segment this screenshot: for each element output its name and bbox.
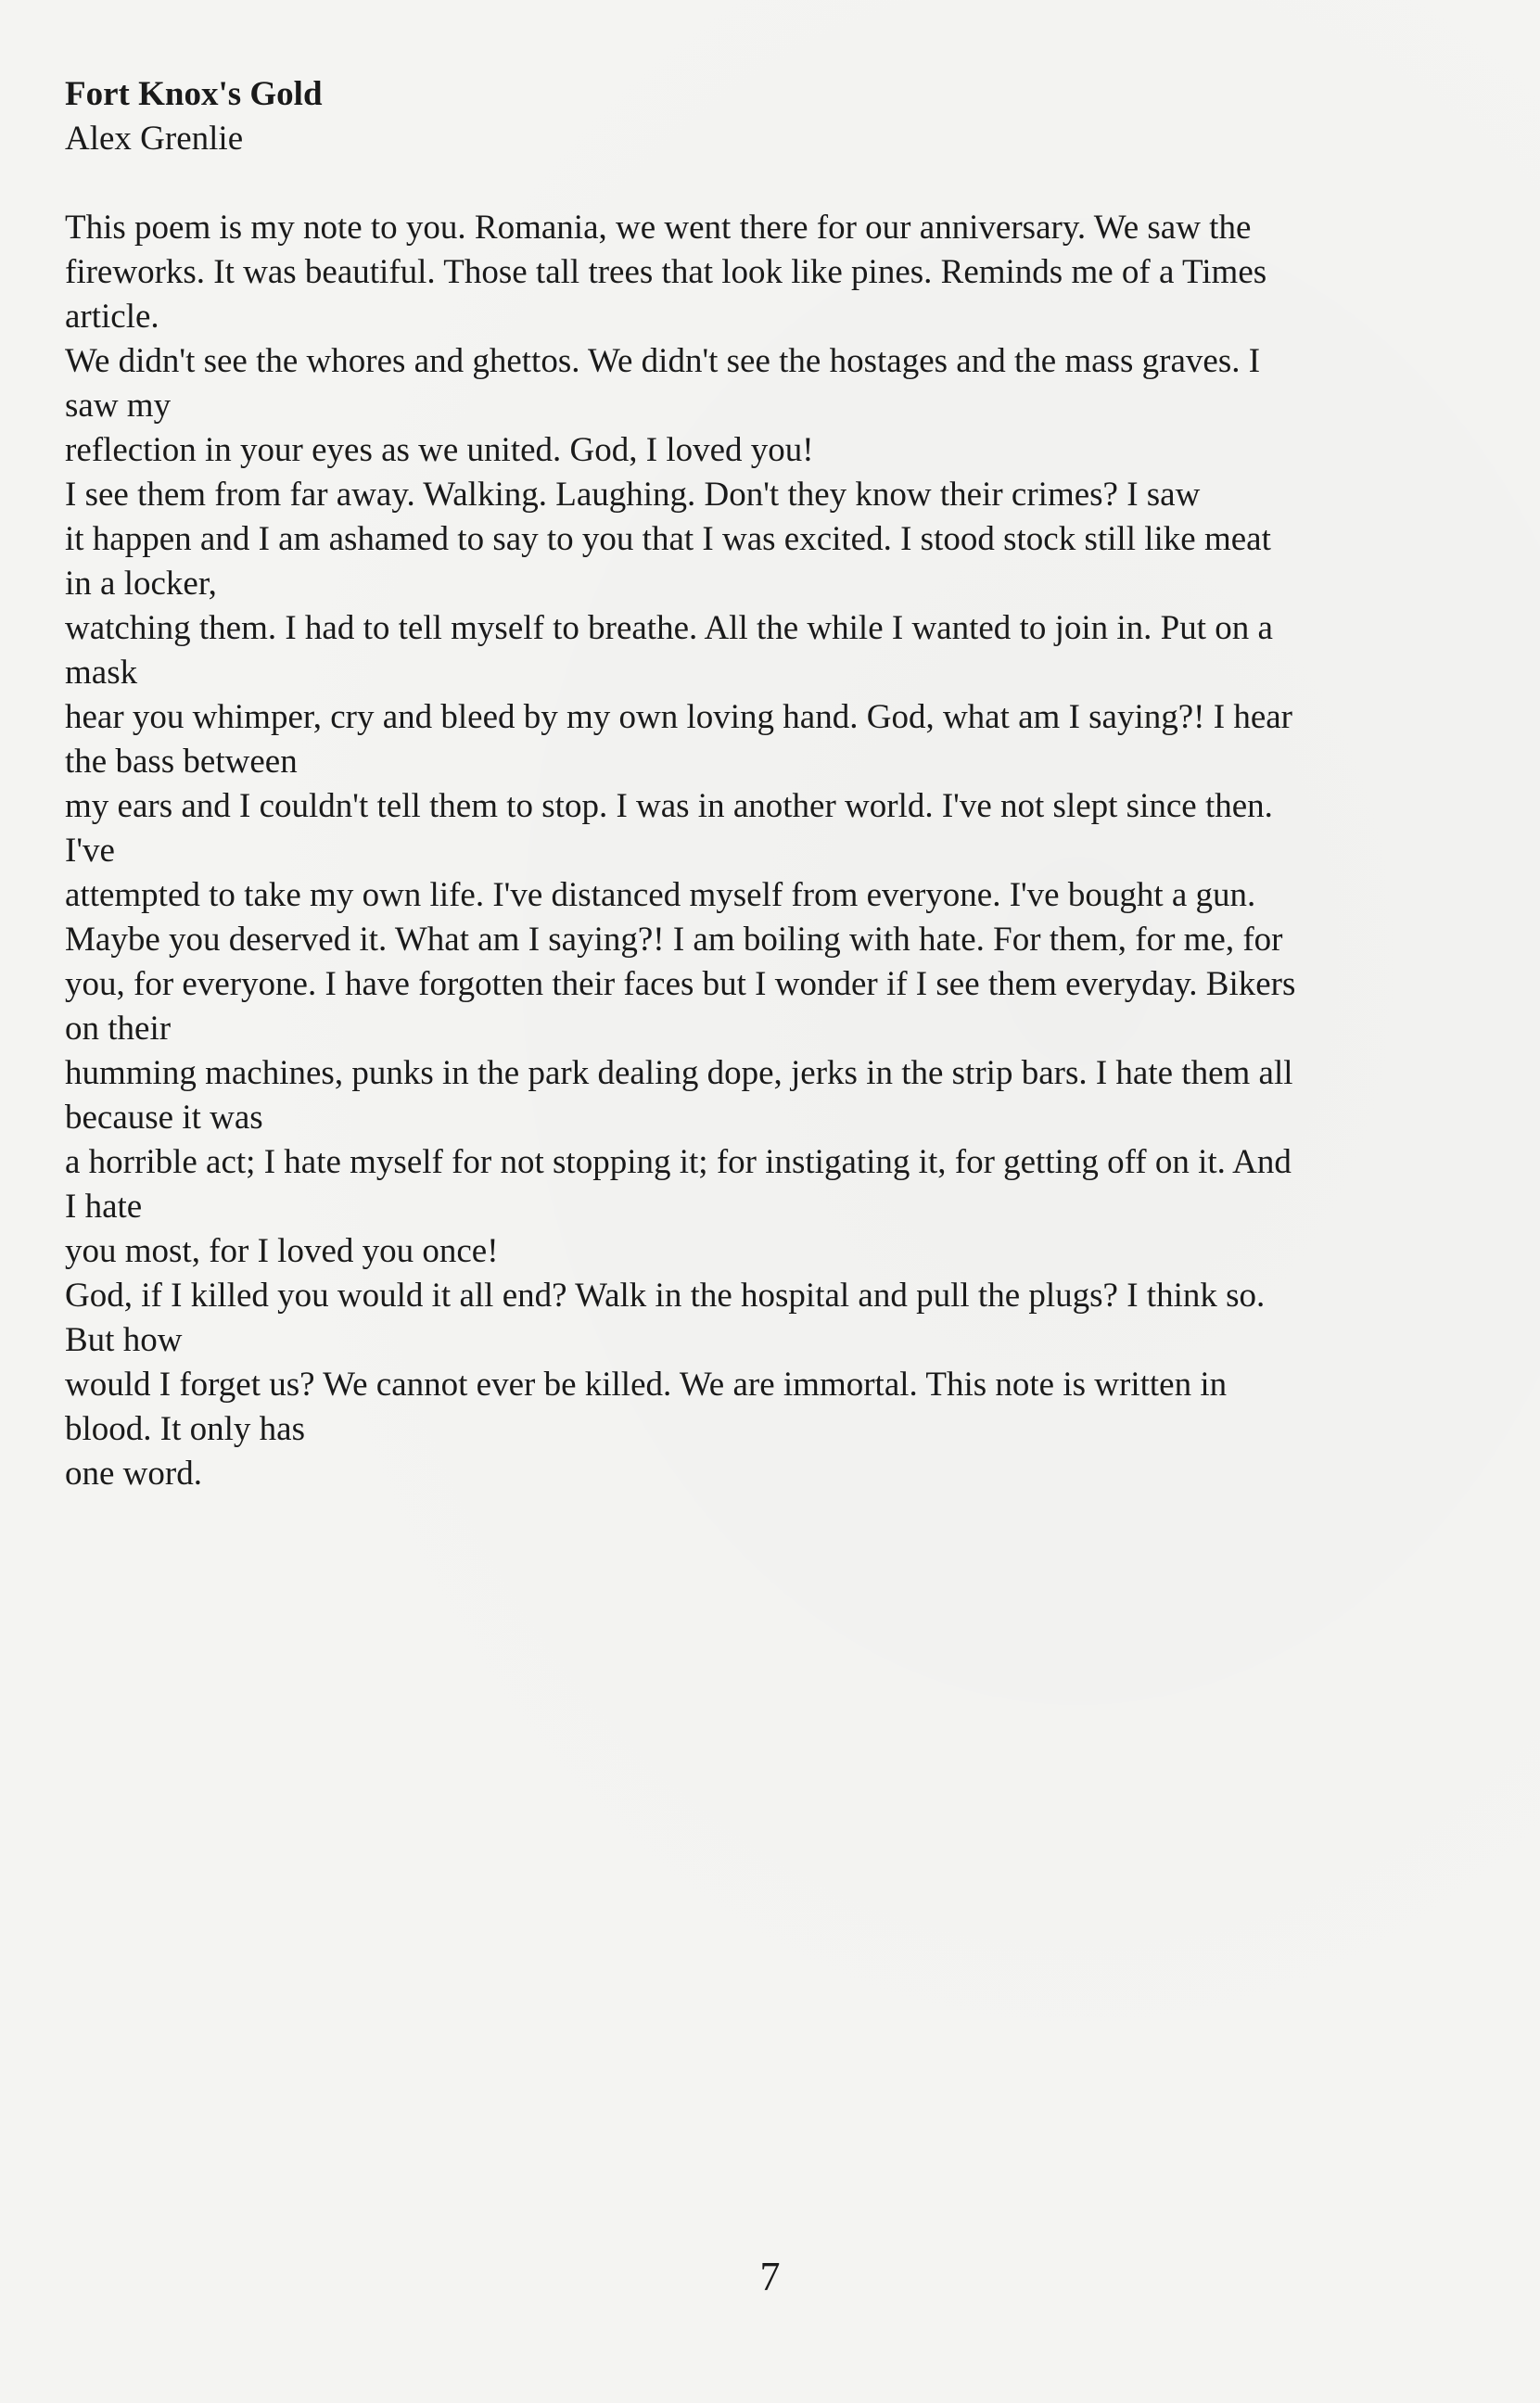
poem-line: you, for everyone. I have forgotten their faces but I wonder if I see them everyday. Bikers <box>65 965 1296 1003</box>
poem-line: But how <box>65 1321 183 1359</box>
poem-line: fireworks. It was beautiful. Those tall trees that look like pines. Reminds me of a Times <box>65 253 1267 291</box>
poem-title: Fort Knox's Gold <box>65 75 323 113</box>
poem-line: watching them. I had to tell myself to breathe. All the while I wanted to join in. Put on a <box>65 609 1273 647</box>
poem-line: a horrible act; I hate myself for not stopping it; for instigating it, for getting off on it. And <box>65 1143 1292 1181</box>
poem-body <box>65 72 1474 1496</box>
poem-line: because it was <box>65 1099 263 1137</box>
poem-line: article. <box>65 298 159 336</box>
poem-line: hear you whimper, cry and bleed by my own loving hand. God, what am I saying?! I hear <box>65 698 1292 736</box>
poem-line: saw my <box>65 387 172 425</box>
poem-line: blood. It only has <box>65 1410 305 1448</box>
page-number: 7 <box>759 2254 781 2299</box>
poem-line: reflection in your eyes as we united. God, I loved you! <box>65 431 814 469</box>
poem-line: We didn't see the whores and ghettos. We didn't see the hostages and the mass graves. I <box>65 342 1261 380</box>
poem-line: God, if I killed you would it all end? Walk in the hospital and pull the plugs? I think so. <box>65 1277 1266 1315</box>
poem-line: in a locker, <box>65 565 217 603</box>
poem-line: it happen and I am ashamed to say to you that I was excited. I stood stock still like meat <box>65 520 1271 558</box>
poem-line: This poem is my note to you. Romania, we went there for our anniversary. We saw the <box>65 209 1252 247</box>
poem-line: you most, for I loved you once! <box>65 1232 499 1270</box>
poem-line: mask <box>65 654 138 692</box>
poem-line: on their <box>65 1010 172 1048</box>
poem-line: I see them from far away. Walking. Laughing. Don't they know their crimes? I saw <box>65 476 1201 514</box>
poem-line: humming machines, punks in the park dealing dope, jerks in the strip bars. I hate them all <box>65 1054 1293 1092</box>
poem-line: would I forget us? We cannot ever be killed. We are immortal. This note is written in <box>65 1366 1228 1404</box>
poem-line: one word. <box>65 1455 202 1493</box>
poem-line: I've <box>65 832 115 870</box>
poem-line: the bass between <box>65 743 298 781</box>
poem-line: Maybe you deserved it. What am I saying?! I am boiling with hate. For them, for me, for <box>65 921 1283 959</box>
poem-line: attempted to take my own life. I've distanced myself from everyone. I've bought a gun. <box>65 876 1256 914</box>
poem-line: I hate <box>65 1188 143 1226</box>
poem-line: my ears and I couldn't tell them to stop. I was in another world. I've not slept since then. <box>65 787 1273 825</box>
poem-author: Alex Grenlie <box>65 120 244 158</box>
